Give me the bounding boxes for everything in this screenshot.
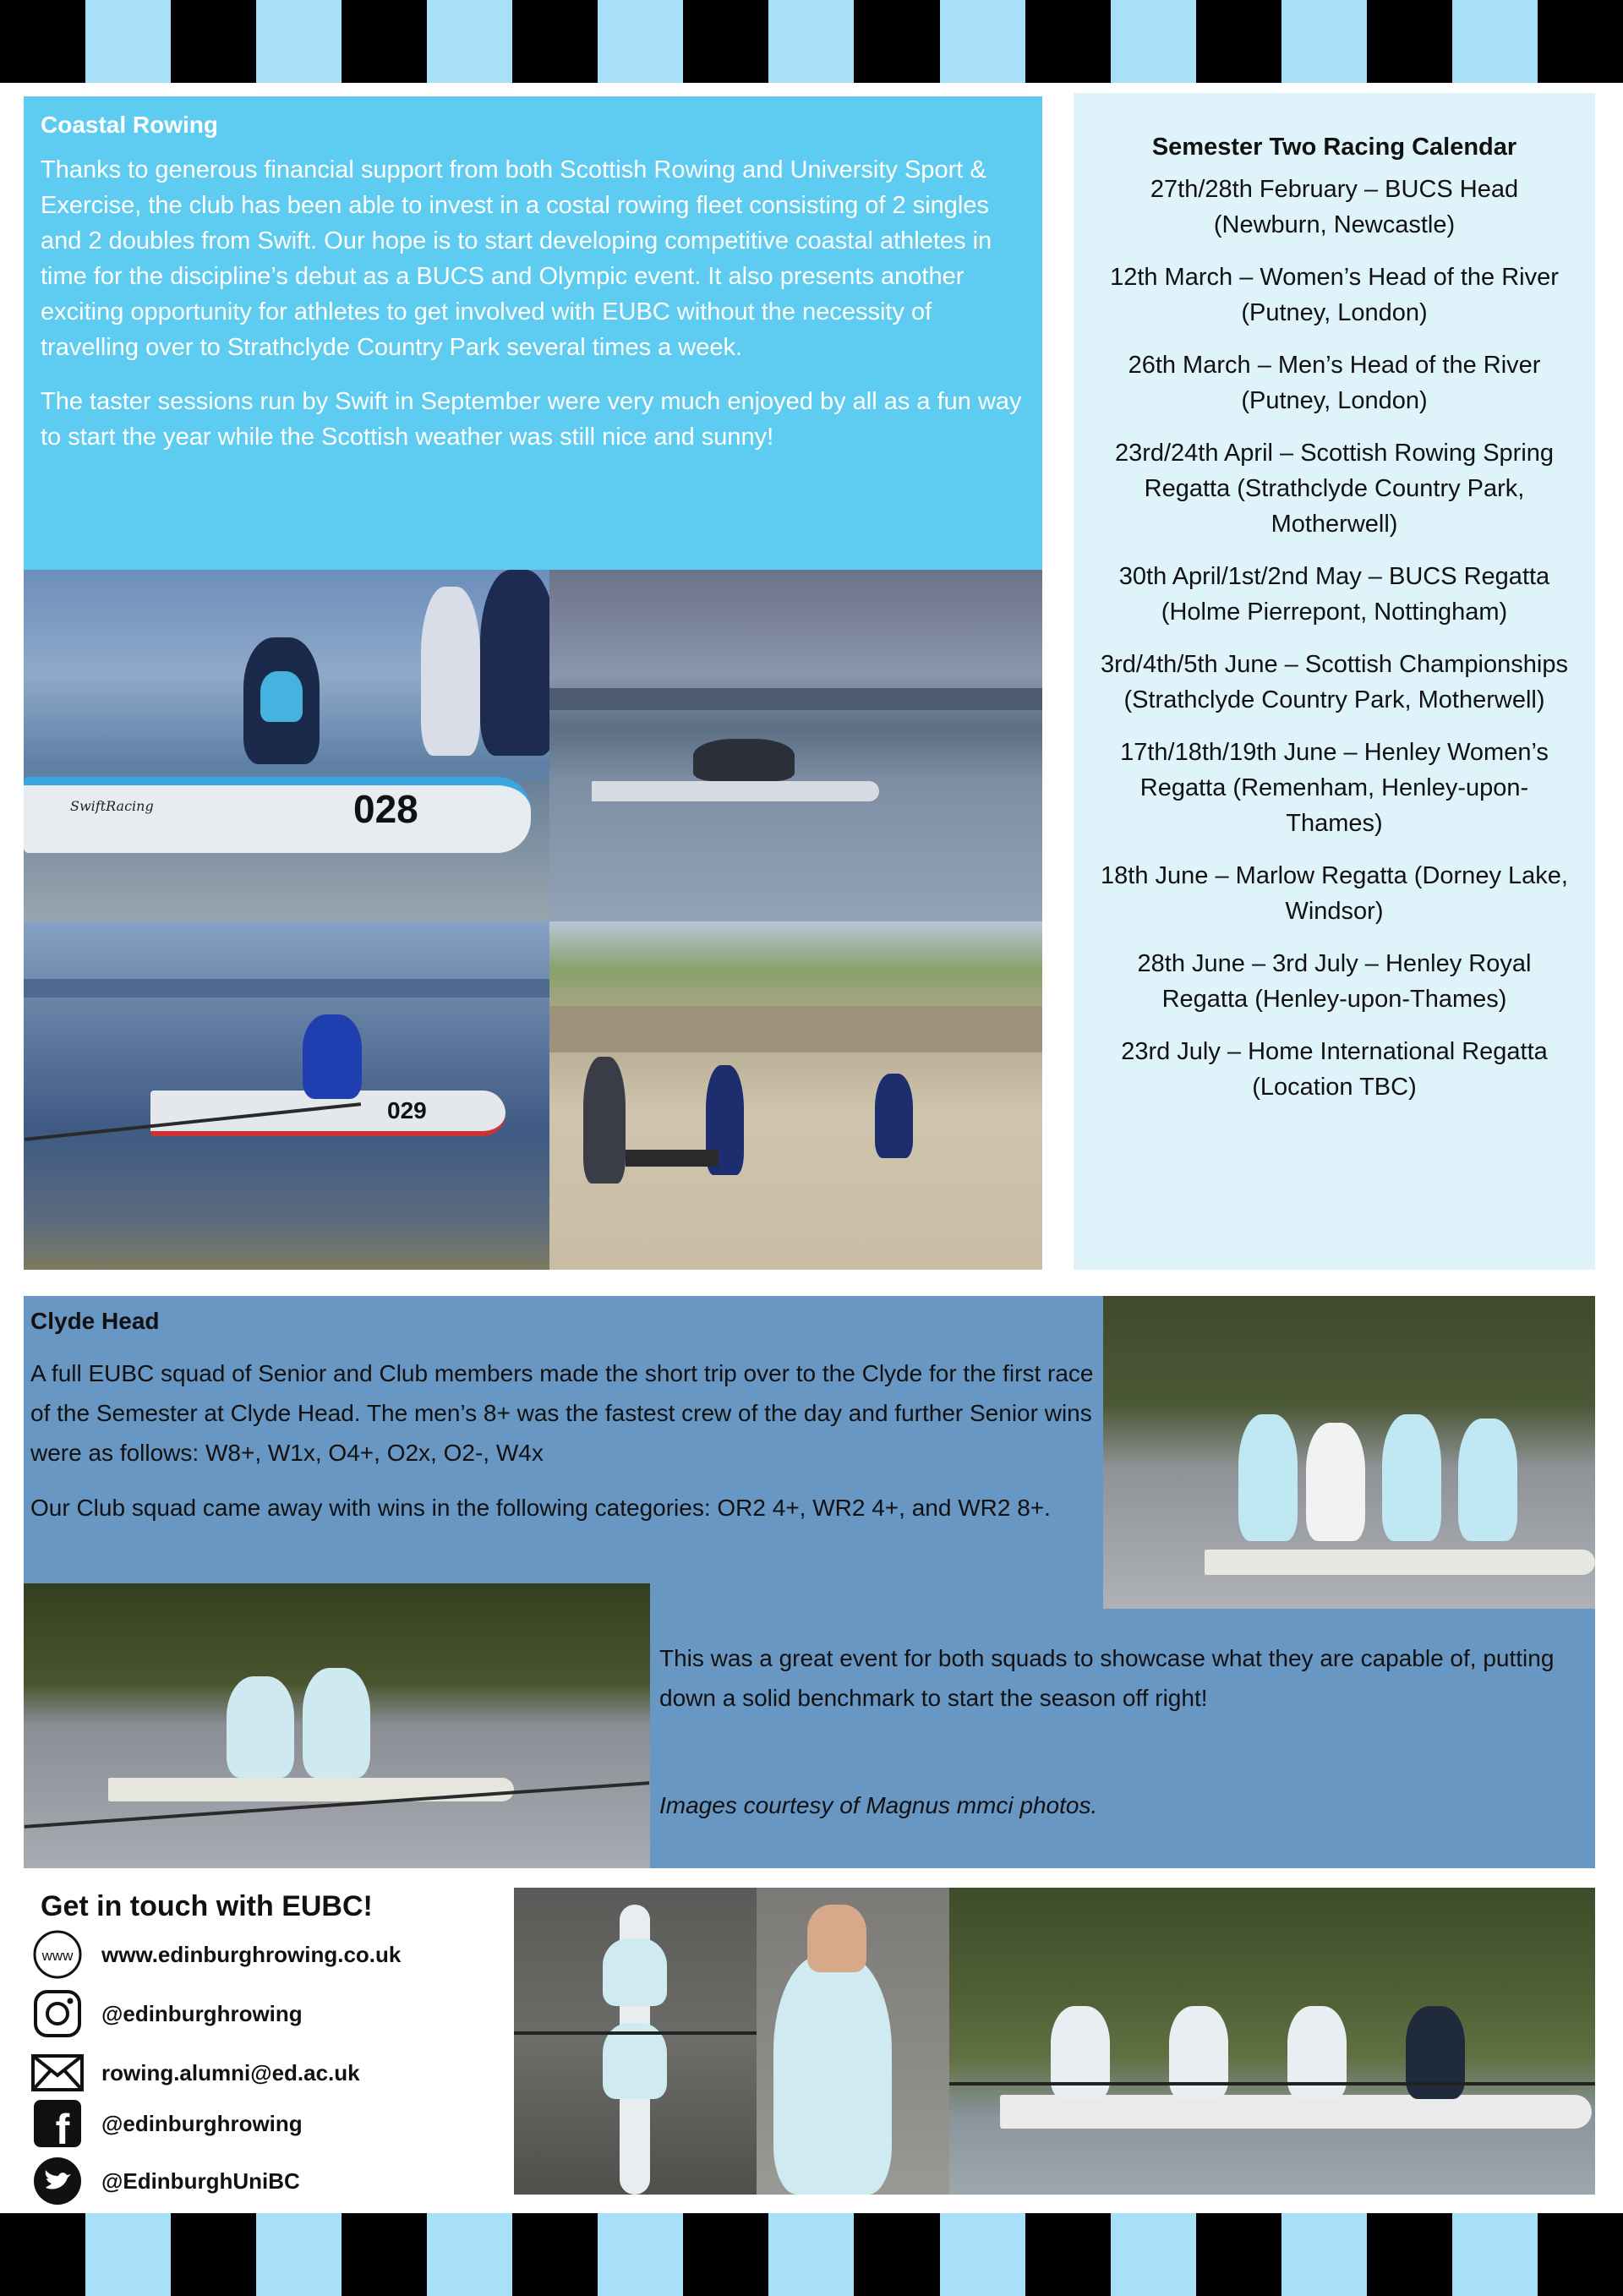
web-icon-glyph: www [41, 1948, 74, 1964]
photo-coastal-launch [24, 570, 549, 921]
calendar-item: 26th March – Men’s Head of the River (Putney, London) [1128, 352, 1541, 414]
contact-title: Get in touch with EUBC! [41, 1890, 373, 1922]
instagram-icon [30, 1987, 85, 2041]
email-address[interactable]: rowing.alumni@ed.ac.uk [101, 2059, 360, 2086]
calendar-item: 30th April/1st/2nd May – BUCS Regatta (Holme Pierrepont, Nottingham) [1118, 563, 1550, 626]
photo-coastal-single-sculler [24, 921, 549, 1270]
photo-coastal-crew-at-sea [549, 570, 1042, 921]
instagram-handle[interactable]: @edinburghrowing [101, 2000, 303, 2026]
clyde-summary [659, 1638, 1581, 1718]
coastal-rowing-section [24, 96, 1042, 570]
calendar-item: 17th/18th/19th June – Henley Women’s Regatta (Remenham, Henley-upon-Thames) [1120, 739, 1549, 837]
calendar-title: Semester Two Racing Calendar [1151, 134, 1517, 161]
calendar-item: 28th June – 3rd July – Henley Royal Regatta (Henley-upon-Thames) [1137, 950, 1532, 1013]
clyde-title: Clyde Head [30, 1308, 160, 1334]
calendar-item: 12th March – Women’s Head of the River (Putney, London) [1110, 264, 1559, 326]
web-icon [30, 1927, 85, 1982]
clyde-paragraph: Our Club squad came away with wins in the following categories: OR2 4+, WR2 4+, and WR2 8+. [30, 1495, 1051, 1521]
calendar-item: 27th/28th February – BUCS Head (Newburn, Newcastle) [1150, 176, 1519, 238]
calendar-item: 23rd July – Home International Regatta (Location TBC) [1121, 1038, 1548, 1101]
coastal-paragraph: The taster sessions run by Swift in September were very much enjoyed by all as a fun way to start the year while the Scottish weather was still nice and sunny! [41, 388, 1022, 451]
boat-number: 029 [387, 1097, 427, 1123]
photo-womens-four-river [949, 1888, 1595, 2195]
email-icon [30, 2046, 85, 2100]
photo-clyde-womens-four [1103, 1296, 1595, 1609]
calendar-item: 3rd/4th/5th June – Scottish Championships (Strathclyde Country Park, Motherwell) [1101, 651, 1568, 713]
calendar-item: 18th June – Marlow Regatta (Dorney Lake, Windsor) [1101, 862, 1568, 925]
coastal-paragraph: Thanks to generous financial support from both Scottish Rowing and University Sport & Exercise, the club has been able to invest in a costal rowing fleet consisting of 2 singles and 2 doubles from Swift. Our hope is to start developing competitive coastal athletes in time for the discipline’s debut as a BUCS and Olympic event. It also presents another exciting opportunity for athletes to get involved with EUBC without the necessity of travelling over to Strathclyde Country Park several times a week. [41, 156, 992, 361]
photo-clyde-double [24, 1583, 650, 1868]
boat-brand: SwiftRacing [70, 798, 154, 814]
boat-number: 028 [353, 787, 418, 831]
top-stripe-border [0, 0, 1623, 83]
contact-twitter[interactable] [30, 2154, 300, 2208]
contact-facebook[interactable] [30, 2096, 303, 2151]
coastal-title: Coastal Rowing [41, 112, 219, 138]
clyde-summary-text: This was a great event for both squads to showcase what they are capable of, putting down a solid benchmark to start the season off right! [659, 1645, 1555, 1711]
photo-rower-closeup [757, 1888, 949, 2195]
photo-coastal-beach-run [549, 921, 1042, 1270]
photo-credit: Images courtesy of Magnus mmci photos. [659, 1792, 1098, 1818]
bottom-stripe-border [0, 2213, 1623, 2296]
clyde-paragraph: A full EUBC squad of Senior and Club members made the short trip over to the Clyde for the first race of the Semester at Clyde Head. The men’s 8+ was the fastest crew of the day and further Senior wins were as follows: W8+, W1x, O4+, O2x, O2-, W4x [30, 1360, 1094, 1466]
contact-instagram[interactable] [30, 1987, 303, 2041]
twitter-icon [30, 2154, 85, 2208]
photo-pair-overhead [514, 1888, 757, 2195]
calendar-item: 23rd/24th April – Scottish Rowing Spring Regatta (Strathclyde Country Park, Motherwell) [1114, 440, 1555, 538]
facebook-icon [30, 2096, 85, 2151]
facebook-icon-glyph: f [55, 2106, 70, 2149]
facebook-handle[interactable]: @edinburghrowing [101, 2110, 303, 2136]
website-link[interactable]: www.edinburghrowing.co.uk [101, 1941, 402, 1967]
twitter-handle[interactable]: @EdinburghUniBC [101, 2168, 300, 2194]
contact-email[interactable] [30, 2046, 360, 2100]
racing-calendar [1074, 93, 1595, 1270]
contact-website[interactable] [30, 1927, 401, 1982]
